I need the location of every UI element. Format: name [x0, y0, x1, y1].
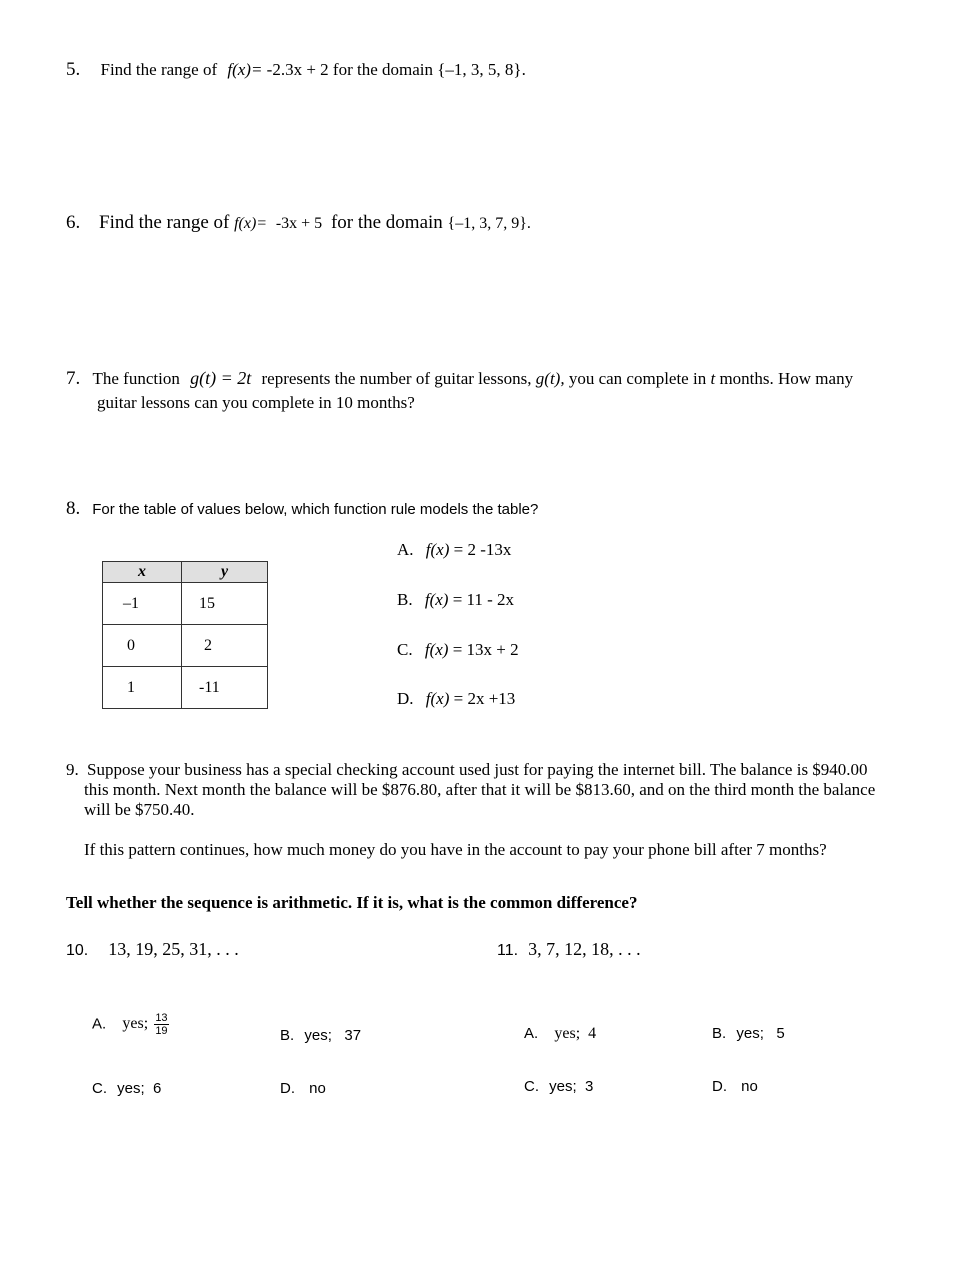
question-9-question: If this pattern continues, how much money do you have in the account to pay your phone bill after 7 months? — [84, 840, 827, 859]
table-cell: –1 — [103, 583, 182, 625]
question-7-line-2: guitar lessons can you complete in 10 months? — [97, 393, 415, 412]
option-letter: A. — [92, 1015, 107, 1033]
option-10c[interactable] — [92, 1080, 161, 1097]
option-text: yes; 5 — [736, 1025, 785, 1042]
option-letter: B. — [280, 1027, 295, 1044]
option-text: no — [309, 1080, 326, 1097]
option-letter: A. — [397, 540, 414, 559]
option-10d[interactable] — [280, 1080, 326, 1097]
question-text: you can complete in — [568, 369, 707, 388]
function-notation: f(x) — [424, 590, 449, 609]
function-rule: -3x + 5 — [275, 215, 323, 232]
table-cell: 1 — [103, 667, 182, 709]
question-9-line-3: will be $750.40. — [84, 800, 195, 819]
table-cell: 0 — [103, 625, 182, 667]
option-letter: D. — [712, 1078, 727, 1095]
table-row — [103, 625, 268, 667]
option-10b[interactable] — [280, 1027, 361, 1044]
question-text: For the table of values below, which function rule models the table? — [92, 501, 539, 518]
option-8b[interactable] — [397, 590, 514, 610]
function-rule: -2.3x + 2 for the domain {–1, 3, 5, 8}. — [266, 60, 526, 79]
option-letter: C. — [524, 1078, 539, 1095]
sequence: 13, 19, 25, 31, . . . — [108, 939, 239, 959]
question-text: The function — [92, 369, 180, 388]
option-text: yes; 3 — [549, 1078, 594, 1095]
option-text: yes; 37 — [304, 1027, 362, 1044]
question-text: months. How many — [719, 369, 854, 388]
option-rule: = 2 -13x — [453, 540, 512, 559]
fraction-denominator: 19 — [155, 1025, 168, 1037]
question-text-mid: for the domain — [330, 212, 443, 233]
question-5 — [66, 59, 526, 81]
option-10a[interactable] — [92, 1012, 169, 1037]
option-letter: C. — [92, 1080, 107, 1097]
table-header-x: x — [103, 562, 182, 583]
question-number: 7. — [66, 368, 81, 389]
question-text: represents the number of guitar lessons, — [261, 369, 532, 388]
question-text: Find the range of — [99, 212, 230, 233]
question-10 — [66, 939, 239, 960]
function-notation: f(x) — [424, 640, 449, 659]
option-11b[interactable] — [712, 1025, 785, 1042]
question-9-line-2: this month. Next month the balance will be $876.80, after that it will be $813.60, and on the third month the balance — [84, 780, 876, 799]
values-table — [102, 561, 268, 709]
question-7 — [66, 368, 853, 390]
function-notation: f(x)= — [227, 60, 263, 79]
question-9-line-1 — [66, 760, 868, 780]
function-equation: g(t) = 2t — [190, 368, 252, 388]
option-8a[interactable] — [397, 540, 511, 560]
option-rule: = 11 - 2x — [452, 590, 515, 609]
option-letter: A. — [524, 1025, 539, 1042]
option-rule: = 13x + 2 — [452, 640, 519, 659]
table-header-y: y — [182, 562, 268, 583]
fraction — [154, 1012, 168, 1037]
table-row — [103, 583, 268, 625]
table-row — [103, 667, 268, 709]
fraction-numerator: 13 — [155, 1012, 168, 1024]
option-text: yes; 4 — [554, 1025, 597, 1042]
question-8 — [66, 498, 538, 520]
option-8c[interactable] — [397, 640, 519, 660]
question-text: Suppose your business has a special checking account used just for paying the internet bill. The balance is $940.00 — [87, 760, 868, 779]
question-number: 8. — [66, 498, 81, 519]
function-notation: f(x) — [425, 689, 450, 708]
option-11c[interactable] — [524, 1078, 593, 1095]
question-11 — [497, 939, 641, 960]
question-number: 10. — [66, 942, 89, 959]
option-11a[interactable] — [524, 1025, 596, 1043]
option-letter: D. — [397, 689, 414, 708]
sequence: 3, 7, 12, 18, . . . — [528, 939, 641, 959]
question-number: 6. — [66, 212, 81, 233]
option-letter: D. — [280, 1080, 295, 1097]
table-header-row — [103, 562, 268, 583]
option-letter: C. — [397, 640, 413, 659]
function-notation: f(x) — [425, 540, 450, 559]
domain-set: {–1, 3, 7, 9}. — [447, 215, 531, 232]
option-letter: B. — [712, 1025, 727, 1042]
table-cell: 15 — [182, 583, 268, 625]
option-8d[interactable] — [397, 689, 515, 709]
option-letter: B. — [397, 590, 413, 609]
question-number: 11. — [497, 942, 519, 959]
option-11d[interactable] — [712, 1078, 758, 1095]
table-cell: -11 — [182, 667, 268, 709]
variable-t: t — [710, 369, 716, 388]
option-rule: = 2x +13 — [453, 689, 516, 708]
function-notation: f(x)= — [234, 215, 268, 232]
question-6 — [66, 212, 531, 234]
option-text: yes; — [122, 1015, 149, 1033]
section-heading: Tell whether the sequence is arithmetic. If it is, what is the common difference? — [66, 893, 638, 912]
question-number: 5. — [66, 59, 81, 80]
question-number: 9. — [66, 760, 79, 779]
question-text: Find the range of — [100, 60, 218, 79]
option-text: no — [741, 1078, 758, 1095]
function-notation: g(t), — [535, 369, 565, 388]
option-text: yes; 6 — [117, 1080, 162, 1097]
table-cell: 2 — [182, 625, 268, 667]
